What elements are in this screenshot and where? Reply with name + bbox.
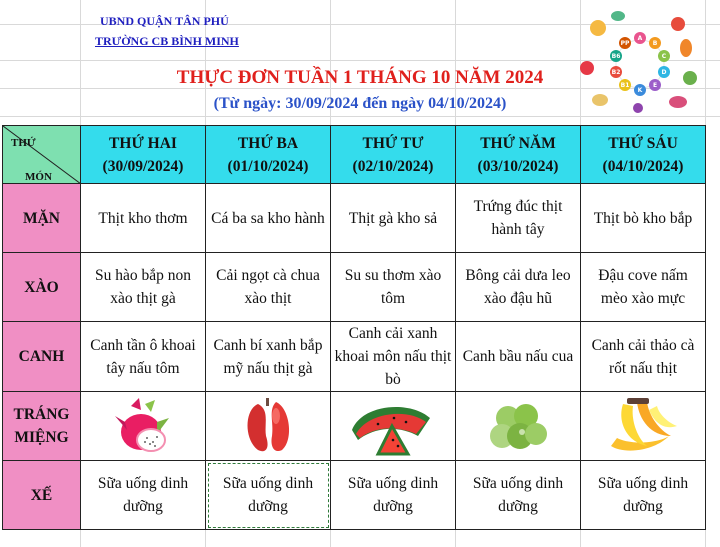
- vitamin-A-label: A: [637, 35, 643, 42]
- day-name: THỨ NĂM: [480, 134, 556, 152]
- menu-cell: Trứng đúc thịt hành tây: [456, 184, 581, 253]
- row-label-canh: CANH: [3, 322, 81, 392]
- menu-cell: Sữa uống dinh dưỡng: [456, 461, 581, 530]
- corner-day-label: THỨ: [11, 137, 36, 149]
- dessert-cell: [331, 392, 456, 461]
- day-date: (01/10/2024): [227, 157, 309, 175]
- day-date: (04/10/2024): [602, 157, 684, 175]
- vitamin-B-label: B: [652, 40, 658, 47]
- menu-cell: Đậu cove nấm mèo xào mực: [581, 253, 706, 322]
- vitamin-PP-label: PP: [620, 40, 630, 47]
- vitamin-C-label: C: [661, 53, 667, 60]
- day-header-tue: [206, 126, 331, 184]
- vitamin-B2-label: B2: [611, 69, 621, 76]
- day-date: (03/10/2024): [477, 157, 559, 175]
- dessert-cell: [81, 392, 206, 461]
- row-label-xe: XẾ: [3, 461, 81, 530]
- menu-cell: Sữa uống dinh dưỡng: [331, 461, 456, 530]
- dragon-fruit-icon: [111, 396, 175, 456]
- selected-menu-cell[interactable]: Sữa uống dinh dưỡng: [206, 461, 331, 530]
- menu-cell: Su su thơm xào tôm: [331, 253, 456, 322]
- watermelon-icon: [348, 396, 438, 456]
- menu-cell: Thịt bò kho bắp: [581, 184, 706, 253]
- row-label-line: MIỆNG: [14, 429, 69, 446]
- day-date: (02/10/2024): [352, 157, 434, 175]
- menu-cell: Canh cải xanh khoai môn nấu thịt bò: [331, 322, 456, 392]
- day-name: THỨ HAI: [109, 134, 177, 152]
- row-label-trang-mieng: [3, 392, 81, 461]
- row-label-xao: XÀO: [3, 253, 81, 322]
- menu-cell: Canh cải thảo cà rốt nấu thịt: [581, 322, 706, 392]
- vitamin-E-label: E: [652, 82, 658, 89]
- row-label-line: TRÁNG: [13, 406, 70, 423]
- dessert-cell: [206, 392, 331, 461]
- day-header-fri: [581, 126, 706, 184]
- menu-cell: Thịt gà kho sả: [331, 184, 456, 253]
- menu-cell: Sữa uống dinh dưỡng: [581, 461, 706, 530]
- day-header-thu: [456, 126, 581, 184]
- weekly-menu-table: [2, 125, 706, 530]
- row-label-man: MẶN: [3, 184, 81, 253]
- vitamin-D-label: D: [661, 69, 667, 76]
- menu-cell: Canh tần ô khoai tây nấu tôm: [81, 322, 206, 392]
- vitamin-B1-label: B1: [620, 82, 630, 89]
- date-range: (Từ ngày: 30/09/2024 đến ngày 04/10/2024): [213, 95, 507, 112]
- day-name: THỨ TƯ: [362, 134, 424, 152]
- menu-cell: Canh bầu nấu cua: [456, 322, 581, 392]
- day-name: THỨ SÁU: [608, 134, 678, 152]
- vitamin-B6-label: B6: [611, 53, 621, 60]
- menu-cell: Thịt kho thơm: [81, 184, 206, 253]
- corner-header: [3, 126, 81, 184]
- dessert-cell: [581, 392, 706, 461]
- menu-cell: Canh bí xanh bắp mỹ nấu thịt gà: [206, 322, 331, 392]
- page-title: THỰC ĐƠN TUẦN 1 THÁNG 10 NĂM 2024: [176, 67, 544, 88]
- banana-icon: [603, 396, 683, 456]
- menu-cell: Sữa uống dinh dưỡng: [81, 461, 206, 530]
- menu-cell: Cá ba sa kho hành: [206, 184, 331, 253]
- menu-cell: Cải ngọt cà chua xào thịt: [206, 253, 331, 322]
- day-header-wed: [331, 126, 456, 184]
- menu-cell: Su hào bắp non xào thịt gà: [81, 253, 206, 322]
- corner-dish-label: MÓN: [25, 171, 52, 183]
- day-header-mon: [81, 126, 206, 184]
- day-date: (30/09/2024): [102, 157, 184, 175]
- menu-cell: Bông cải dưa leo xào đậu hũ: [456, 253, 581, 322]
- jujube-icon: [486, 396, 550, 456]
- dessert-cell: [456, 392, 581, 461]
- school-name: TRƯỜNG CB BÌNH MINH: [95, 34, 239, 48]
- vitamin-K-label: K: [637, 87, 643, 94]
- vitamins-illustration: [578, 8, 700, 114]
- org-name: UBND QUẬN TÂN PHÚ: [100, 14, 229, 28]
- rose-apple-icon: [236, 396, 300, 456]
- day-name: THỨ BA: [237, 134, 299, 152]
